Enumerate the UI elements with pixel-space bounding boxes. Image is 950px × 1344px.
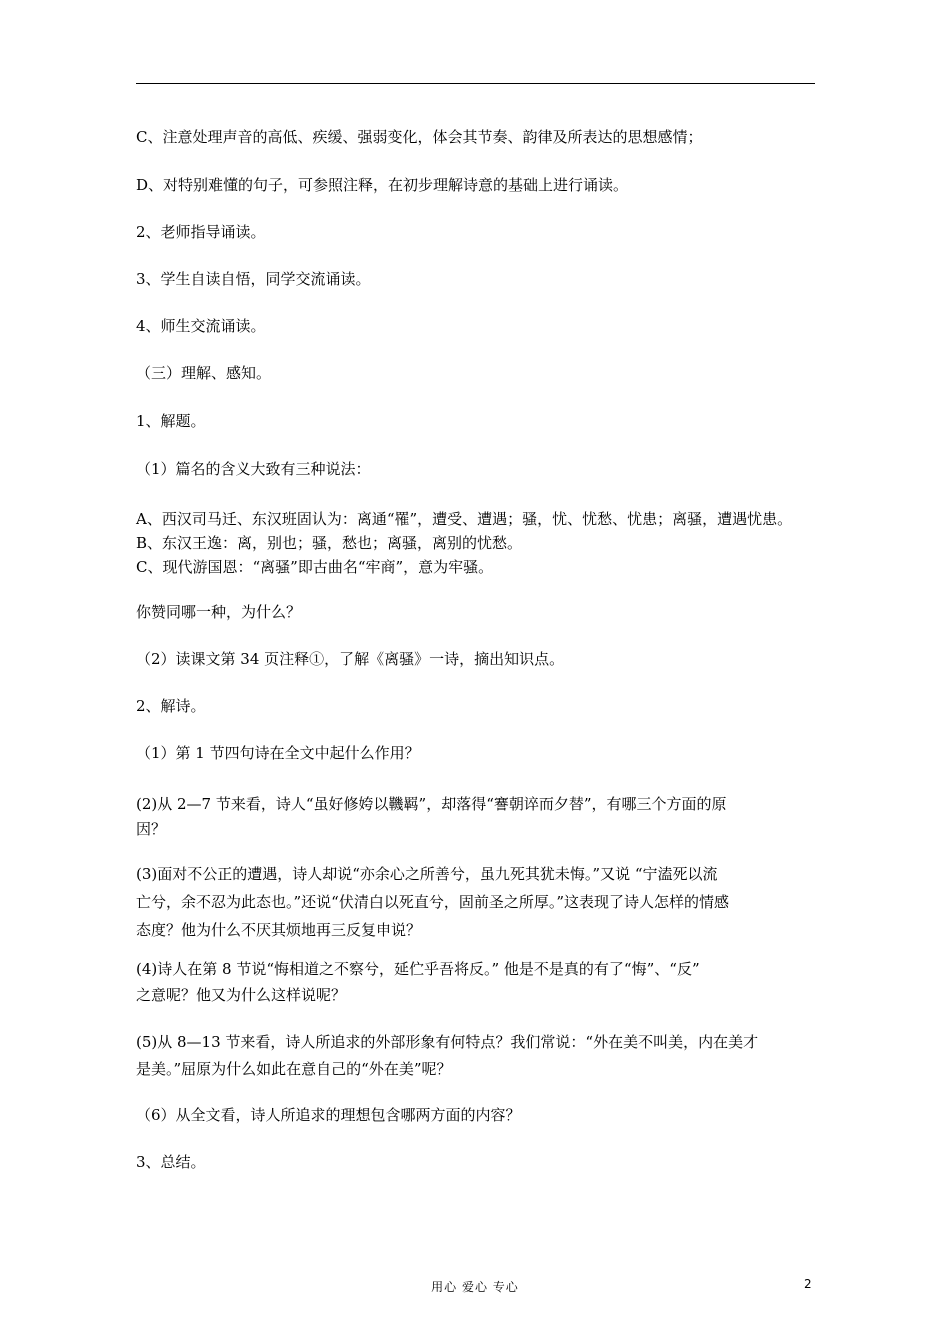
poem-question-2 [136,792,820,842]
poem-question-3-line-3: 态度？他为什么不厌其烦地再三反复申说？ [136,921,422,939]
step-4: 4、师生交流诵读。 [136,317,266,335]
item-3-heading: 3、总结。 [136,1153,206,1171]
option-c: C、现代游国恩：“离骚”即古曲名“牢商”，意为牢骚。 [136,558,494,576]
step-2: 2、老师指导诵读。 [136,223,266,241]
poem-question-4-line-1: (4)诗人在第 8 节说“悔相道之不察兮，延伫乎吾将反。” 他是不是真的有了“悔”、“反” [136,960,700,978]
item-1-heading: 1、解题。 [136,412,206,430]
question-1-intro: （1）篇名的含义大致有三种说法： [136,460,371,478]
instruction-d: D、对特别难懂的句子，可参照注释，在初步理解诗意的基础上进行诵读。 [136,176,629,194]
instruction-c: C、注意处理声音的高低、疾缓、强弱变化，体会其节奏、韵律及所表达的思想感情； [136,128,703,146]
header-rule [136,83,815,84]
option-a: A、西汉司马迁、东汉班固认为：离通“罹”，遭受、遭遇；骚，忧、忧愁、忧患；离骚，遭遇忧患。 [136,510,793,528]
which-one-question: 你赞同哪一种，为什么？ [136,603,302,621]
poem-question-5-line-1: (5)从 8—13 节来看，诗人所追求的外部形象有何特点？我们常说：“外在美不叫美，内在美才 [136,1033,759,1051]
footer-motto: 用心 爱心 专心 [431,1280,519,1294]
poem-question-3 [136,860,820,944]
poem-question-1: （1）第 1 节四句诗在全文中起什么作用？ [136,744,420,762]
section-heading-3: （三）理解、感知。 [136,364,272,382]
option-b: B、东汉王逸：离，别也；骚，愁也；离骚，离别的忧愁。 [136,534,523,552]
question-2-intro: （2）读课文第 34 页注释①，了解《离骚》一诗，摘出知识点。 [136,650,565,668]
poem-question-3-line-1: (3)面对不公正的遭遇，诗人却说“亦余心之所善兮，虽九死其犹未悔。”又说 “宁溘死以流 [136,865,718,883]
item-2-heading: 2、解诗。 [136,697,206,715]
poem-question-6: （6）从全文看，诗人所追求的理想包含哪两方面的内容？ [136,1106,521,1124]
poem-question-5-line-2: 是美。”屈原为什么如此在意自己的“外在美”呢？ [136,1060,452,1078]
page-number: 2 [804,1277,812,1291]
poem-question-5 [136,1029,820,1083]
poem-question-2-line-1: (2)从 2—7 节来看，诗人“虽好修姱以鞿羁”，却落得“謇朝谇而夕替”，有哪三个方面的原 [136,795,727,813]
poem-question-2-line-2: 因？ [136,820,167,838]
options-list [136,507,820,579]
step-3: 3、学生自读自悟，同学交流诵读。 [136,270,371,288]
poem-question-4 [136,956,820,1008]
poem-question-3-line-2: 亡兮，余不忍为此态也。”还说“伏清白以死直兮，固前圣之所厚。”这表现了诗人怎样的情感 [136,893,730,911]
poem-question-4-line-2: 之意呢？他又为什么这样说呢？ [136,986,347,1004]
